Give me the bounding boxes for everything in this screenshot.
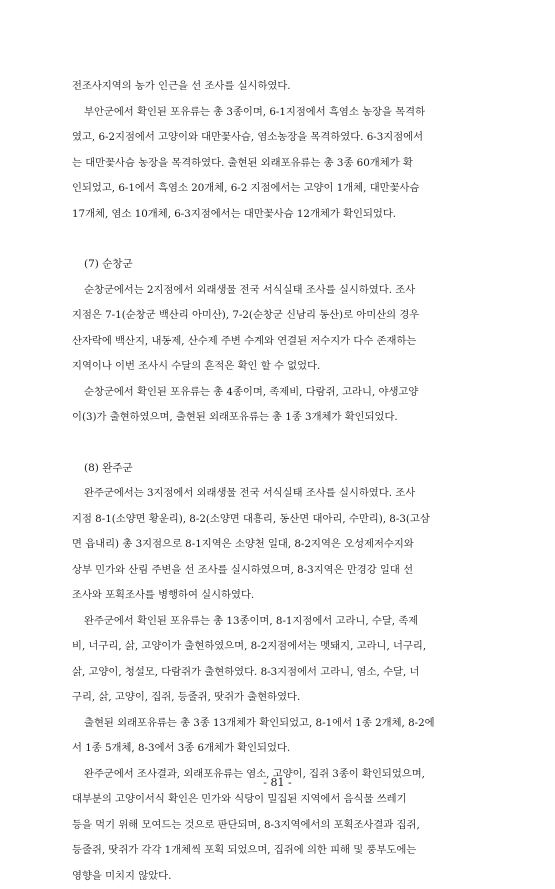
paragraph-buan-mammals: 부안군에서 확인된 포유류는 총 3종이며, 6-1지점에서 흑염소 농장을 목격하 였고, 6-2지점에서 고양이와 대만꽃사슴, 염소농장을 목격하였다. 6-3지점에서 는 대만꽃사슴 농장을 목격하였다. 출현된 외래포유류는 총 3종 60개체가 확 인되었고, 6-1에서 흑염소 20개체, 6-2 지점에서는 고양이 1개체, 대만꽃사슴 17개체, 염소 10개체, 6-3지점에서는 대만꽃사슴 12개체가 확인되었다. — [72, 100, 484, 228]
paragraph-wanju-alien-count: 출현된 외래포유류는 총 3종 13개체가 확인되었고, 8-1에서 1종 2개체, 8-2에 서 1종 5개체, 8-3에서 3종 6개체가 확인되었다. — [72, 711, 484, 762]
paragraph-sunchang-mammals: 순창군에서 확인된 포유류는 총 4종이며, 족제비, 다람쥐, 고라니, 야생고양 이(3)가 출현하였으며, 출현된 외래포유류는 총 1종 3개체가 확인되었다. — [72, 380, 484, 431]
paragraph-wanju-survey: 완주군에서는 3지점에서 외래생물 전국 서식실태 조사를 실시하였다. 조사 지점 8-1(소양면 황운리), 8-2(소양면 대흥리, 동산면 대아리, 수만리), 8-3(고삼 면 읍내리) 총 3지점으로 8-1지역은 소양천 일대, 8-2지역은 오성제저수지와 상부 민가와 산림 주변을 선 조사를 실시하였으며, 8-3지역은 만경강 일대 선 조사와 포획조사를 병행하여 실시하였다. — [72, 481, 484, 609]
paragraph-wanju-mammals: 완주군에서 확인된 포유류는 총 13종이며, 8-1지점에서 고라니, 수달, 족제 비, 너구리, 삵, 고양이가 출현하였으며, 8-2지점에서는 멧돼지, 고라니, 너구리, 삵, 고양이, 청설모, 다람쥐가 출현하였다. 8-3지점에서 고라니, 염소, 수달, 너 구리, 삵, 고양이, 집쥐, 등줄쥐, 땃쥐가 출현하였다. — [72, 609, 484, 711]
section-gap — [72, 431, 484, 456]
paragraph-continued: 전조사지역의 농가 인근을 선 조사를 실시하였다. — [72, 74, 484, 100]
paragraph-sunchang-survey: 순창군에서는 2지점에서 외래생물 전국 서식실태 조사를 실시하였다. 조사 지점은 7-1(순창군 백산리 아미산), 7-2(순창군 신남리 동산)로 아미산의 경우 산자락에 백산지, 내동제, 산수제 주변 수계와 연결된 저수지가 다수 존재하는 지역이나 이번 조사시 수달의 흔적은 확인 할 수 없었다. — [72, 278, 484, 380]
document-body — [72, 74, 484, 889]
paragraph-wanju-conclusion: 완주군에서 조사결과, 외래포유류는 염소, 고양이, 집쥐 3종이 확인되었으며, 대부분의 고양이서식 확인은 민가와 식당이 밀집된 지역에서 음식물 쓰레기 등을 먹기 위해 모여드는 것으로 판단되며, 8-3지역에서의 포획조사결과 집쥐, 등줄쥐, 땃쥐가 각각 1개체씩 포획 되었으며, 집쥐에 의한 피해 및 풍부도에는 영향을 미치지 않았다. — [72, 762, 484, 889]
section-gap — [72, 227, 484, 252]
section-heading-sunchang: (7) 순창군 — [72, 252, 484, 278]
page-number: - 81 - — [0, 776, 555, 789]
section-heading-wanju: (8) 완주군 — [72, 456, 484, 482]
